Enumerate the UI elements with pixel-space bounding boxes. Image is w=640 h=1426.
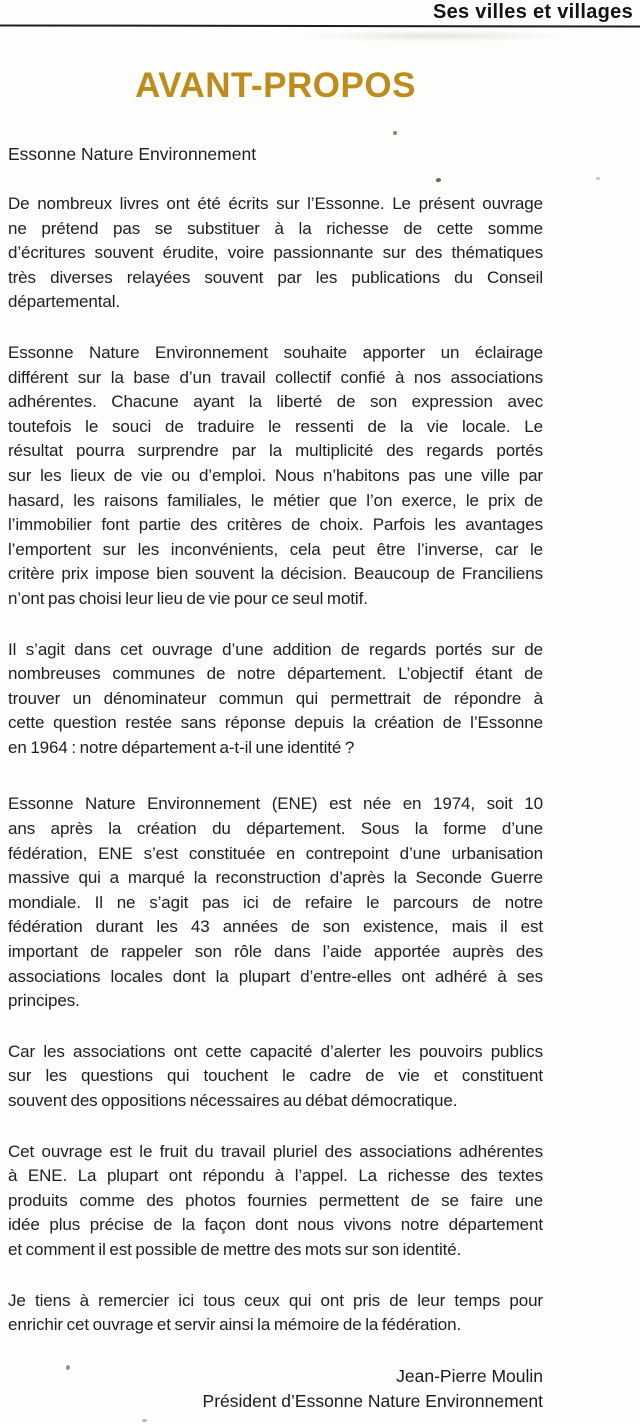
- paragraph: [8, 1140, 543, 1263]
- text-line: Je tiens à remercier ici tous ceux qui ont pris de leur temps pour: [8, 1290, 543, 1310]
- paragraph: [8, 1289, 543, 1338]
- text-line: De nombreux livres ont été écrits sur l’Essonne. Le présent ouvrage: [8, 194, 543, 213]
- scan-speck: [142, 1419, 147, 1422]
- text-line: souvent des oppositions nécessaires au débat démocratique.: [8, 1091, 458, 1110]
- text-line: trouver un dénominateur commun qui permettrait de répondre à: [8, 688, 543, 708]
- text-line: sur les questions qui touchent le cadre de vie et constituent: [8, 1066, 543, 1086]
- signature-block: [8, 1364, 543, 1414]
- scan-speck: [596, 177, 600, 180]
- text-line: à ENE. La plupart ont répondu à l’appel. La richesse des textes: [8, 1166, 543, 1186]
- text-column: [8, 0, 543, 1414]
- text-line: fédération durant les 43 années de son existence, mais il est: [8, 917, 543, 937]
- text-line: mondiale. Il ne s’agit pas ici de refaire le parcours de notre: [8, 892, 543, 912]
- text-line: n’ont pas choisi leur lieu de vie pour ce seul motif.: [8, 588, 368, 608]
- text-line: Car les associations ont cette capacité d’alerter les pouvoirs publics: [8, 1041, 543, 1061]
- text-line: Il s’agit dans cet ouvrage d’une addition de regards portés sur de: [8, 639, 543, 659]
- text-line: résultat pourra surprendre par la multiplicité des regards portés: [8, 441, 543, 461]
- byline: Essonne Nature Environnement: [8, 144, 257, 164]
- paragraph: [8, 638, 543, 761]
- text-line: adhérentes. Chacune ayant la liberté de son expression avec: [8, 392, 543, 412]
- body-paragraphs: [8, 192, 543, 1338]
- paragraph: [8, 341, 543, 612]
- page-title: AVANT-PROPOS: [135, 66, 416, 105]
- text-line: massive qui a marqué la reconstruction d’après la Seconde Guerre: [8, 868, 543, 888]
- text-line: en 1964 : notre département a-t-il une identité ?: [8, 737, 355, 757]
- text-line: nombreuses communes de notre département. L’objectif étant de: [8, 664, 543, 684]
- text-line: fédération, ENE s’est constituée en contrepoint d’une urbanisation: [8, 843, 543, 863]
- text-line: produits comme des photos fournies permettent de se faire une: [8, 1190, 543, 1210]
- text-line: différent sur la base d’un travail collectif confié à nos associations: [8, 367, 543, 387]
- text-line: Essonne Nature Environnement (ENE) est née en 1974, soit 10: [8, 794, 543, 814]
- signature-name: Jean-Pierre Moulin: [396, 1365, 543, 1386]
- text-line: principes.: [8, 991, 80, 1011]
- text-line: d’écritures souvent érudite, voire passionnante sur des thématiques: [8, 243, 543, 263]
- text-line: cette question restée sans réponse depuis la création de l’Essonne: [8, 713, 543, 733]
- text-line: Essonne Nature Environnement souhaite apporter un éclairage: [8, 342, 543, 362]
- text-line: et comment il est possible de mettre des mots sur son identité.: [8, 1239, 462, 1259]
- text-line: l’immobilier font partie des critères de choix. Parfois les avantages: [8, 515, 543, 535]
- text-line: idée plus précise de la façon dont nous vivons notre département: [8, 1215, 543, 1235]
- text-line: très diverses relayées souvent par les publications du Conseil: [8, 267, 543, 287]
- text-line: associations locales dont la plupart d’entre-elles ont adhéré à ses: [8, 966, 543, 986]
- text-line: hasard, les raisons familiales, le métier que l’on exerce, le prix de: [8, 490, 543, 510]
- running-header-section-title: Ses villes et villages: [432, 1, 633, 23]
- paragraph: [8, 1040, 543, 1114]
- text-line: enrichir cet ouvrage et servir ainsi la mémoire de la fédération.: [8, 1315, 462, 1335]
- text-line: l’emportent sur les inconvénients, cela peut être l’inverse, car le: [8, 539, 543, 559]
- signature-role: Président d’Essonne Nature Environnement: [202, 1390, 543, 1411]
- text-line: sur les lieux de vie ou d’emploi. Nous n’habitons pas une ville par: [8, 465, 543, 485]
- text-line: départemental.: [8, 292, 121, 312]
- paragraph: [8, 192, 543, 315]
- text-line: critère prix impose bien souvent la décision. Beaucoup de Franciliens: [8, 564, 543, 584]
- text-line: toutefois le souci de traduire le ressenti de la vie locale. Le: [8, 416, 543, 436]
- scan-speck: [393, 131, 397, 135]
- text-line: Cet ouvrage est le fruit du travail pluriel des associations adhérentes: [8, 1141, 543, 1161]
- text-line: ne prétend pas se substituer à la richesse de cette somme: [8, 218, 543, 238]
- text-line: important de rappeler son rôle dans l’aide apportée auprès des: [8, 942, 543, 962]
- paragraph: [8, 792, 543, 1013]
- text-line: ans après la création du département. Sous la forme d’une: [8, 819, 543, 839]
